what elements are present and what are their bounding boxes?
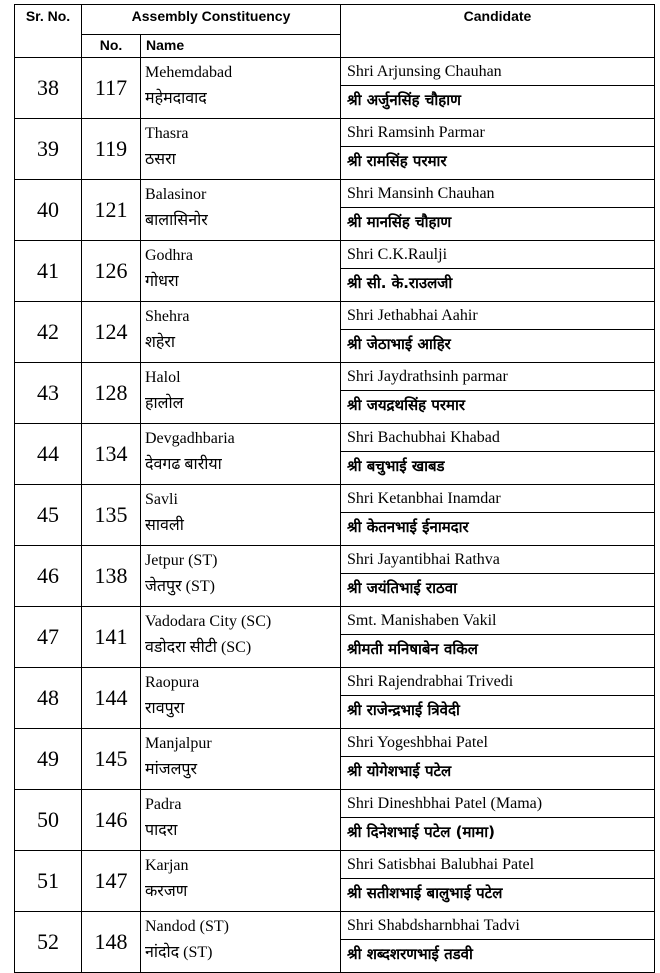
constituency-name-cell [141, 180, 341, 241]
table-row [15, 180, 655, 241]
candidate-cell [341, 302, 655, 363]
constituency-number-cell: 141 [82, 607, 141, 668]
candidate-cell [341, 607, 655, 668]
sr-no-cell: 50 [15, 790, 82, 851]
candidate-cell [341, 546, 655, 607]
candidate-name-hi: श्री सतीशभाई बालुभाई पटेल [347, 884, 503, 902]
candidate-name-en: Shri Jayantibhai Rathva [341, 546, 654, 574]
sr-no-cell: 39 [15, 119, 82, 180]
candidate-name-hi: श्री मानसिंह चौहाण [347, 213, 452, 231]
constituency-name-hi: हालोल [145, 395, 184, 412]
candidate-cell [341, 241, 655, 302]
constituency-name-cell [141, 241, 341, 302]
header-no: No. [82, 35, 141, 58]
header-candidate: Candidate [341, 5, 655, 58]
constituency-name-en: Jetpur (ST) [145, 552, 218, 569]
candidate-table [14, 4, 655, 973]
table-row [15, 851, 655, 912]
candidate-cell [341, 729, 655, 790]
candidate-name-hi: श्री सी. के.राउलजी [347, 274, 453, 292]
candidate-name-hi: श्री रामसिंह परमार [347, 152, 447, 170]
constituency-number-cell: 138 [82, 546, 141, 607]
constituency-name-en: Shehra [145, 308, 190, 325]
sr-no-cell: 43 [15, 363, 82, 424]
table-row [15, 546, 655, 607]
table-row [15, 58, 655, 119]
candidate-name-en: Shri Jaydrathsinh parmar [341, 363, 654, 391]
constituency-name-hi: रावपुरा [145, 700, 185, 717]
constituency-name-hi: जेतपुर (ST) [145, 578, 215, 595]
constituency-name-en: Thasra [145, 125, 189, 142]
candidate-name-hi: श्री केतनभाई ईनामदार [347, 518, 469, 536]
constituency-name-hi: देवगढ बारीया [145, 456, 222, 473]
sr-no-cell: 46 [15, 546, 82, 607]
table-row [15, 729, 655, 790]
table-row [15, 302, 655, 363]
candidate-name-en: Shri Arjunsing Chauhan [341, 58, 654, 86]
candidate-name-hi: श्री जेठाभाई आहिर [347, 335, 451, 353]
candidate-cell [341, 790, 655, 851]
constituency-number-cell: 148 [82, 912, 141, 973]
table-row [15, 668, 655, 729]
candidate-name-hi: श्री जयद्रथसिंह परमार [347, 396, 465, 414]
constituency-name-cell [141, 424, 341, 485]
candidate-name-en: Shri Ketanbhai Inamdar [341, 485, 654, 513]
sr-no-cell: 47 [15, 607, 82, 668]
table-row [15, 912, 655, 973]
constituency-name-en: Devgadhbaria [145, 430, 235, 447]
candidate-name-en: Shri Bachubhai Khabad [341, 424, 654, 452]
candidate-name-en: Shri C.K.Raulji [341, 241, 654, 269]
candidate-name-en: Shri Satisbhai Balubhai Patel [341, 851, 654, 879]
candidate-cell [341, 851, 655, 912]
constituency-name-en: Nandod (ST) [145, 918, 229, 935]
table-row [15, 424, 655, 485]
candidate-name-hi: श्रीमती मनिषाबेन वकिल [347, 640, 478, 658]
constituency-number-cell: 121 [82, 180, 141, 241]
constituency-number-cell: 134 [82, 424, 141, 485]
candidate-cell [341, 424, 655, 485]
candidate-name-hi: श्री बचुभाई खाबड [347, 457, 445, 475]
constituency-name-hi: करजण [145, 883, 188, 900]
constituency-name-cell [141, 485, 341, 546]
candidate-cell [341, 180, 655, 241]
constituency-name-cell [141, 607, 341, 668]
candidate-name-hi: श्री अर्जुनसिंह चौहाण [347, 91, 461, 109]
constituency-name-cell [141, 58, 341, 119]
constituency-name-hi: मांजलपुर [145, 761, 198, 778]
candidate-name-hi: श्री शब्दशरणभाई तडवी [347, 945, 473, 963]
candidate-cell [341, 668, 655, 729]
constituency-name-en: Halol [145, 369, 181, 386]
candidate-name-en: Shri Jethabhai Aahir [341, 302, 654, 330]
table-row [15, 485, 655, 546]
candidate-name-en: Shri Shabdsharnbhai Tadvi [341, 912, 654, 940]
constituency-name-cell [141, 668, 341, 729]
constituency-name-en: Balasinor [145, 186, 207, 203]
constituency-number-cell: 124 [82, 302, 141, 363]
constituency-number-cell: 119 [82, 119, 141, 180]
candidate-name-hi: श्री जयंतिभाई राठवा [347, 579, 457, 597]
header-assembly-constituency: Assembly Constituency [82, 5, 341, 35]
sr-no-cell: 42 [15, 302, 82, 363]
candidate-name-en: Smt. Manishaben Vakil [341, 607, 654, 635]
constituency-name-hi: पादरा [145, 822, 178, 839]
candidate-name-hi: श्री योगेशभाई पटेल [347, 762, 452, 780]
constituency-name-en: Savli [145, 491, 178, 508]
constituency-name-en: Godhra [145, 247, 193, 264]
sr-no-cell: 41 [15, 241, 82, 302]
constituency-name-en: Raopura [145, 674, 200, 691]
constituency-name-cell [141, 546, 341, 607]
table-row [15, 607, 655, 668]
constituency-name-en: Mehemdabad [145, 64, 233, 81]
candidate-name-hi: श्री दिनेशभाई पटेल (मामा) [347, 823, 496, 841]
constituency-name-hi: महेमदावाद [145, 90, 207, 107]
constituency-name-cell [141, 363, 341, 424]
candidate-cell [341, 119, 655, 180]
sr-no-cell: 49 [15, 729, 82, 790]
table-row [15, 241, 655, 302]
candidate-cell [341, 912, 655, 973]
header-sr-no: Sr. No. [15, 5, 82, 58]
constituency-number-cell: 145 [82, 729, 141, 790]
constituency-number-cell: 147 [82, 851, 141, 912]
candidate-cell [341, 58, 655, 119]
constituency-name-hi: नांदोद (ST) [145, 944, 213, 961]
candidate-name-en: Shri Dineshbhai Patel (Mama) [341, 790, 654, 818]
constituency-name-en: Padra [145, 796, 182, 813]
candidate-name-en: Shri Rajendrabhai Trivedi [341, 668, 654, 696]
sr-no-cell: 38 [15, 58, 82, 119]
candidate-cell [341, 363, 655, 424]
sr-no-cell: 44 [15, 424, 82, 485]
table-row [15, 363, 655, 424]
sr-no-cell: 45 [15, 485, 82, 546]
constituency-number-cell: 117 [82, 58, 141, 119]
candidate-cell [341, 485, 655, 546]
constituency-name-hi: ठसरा [145, 151, 176, 168]
sr-no-cell: 40 [15, 180, 82, 241]
constituency-name-hi: बालासिनोर [145, 212, 208, 229]
constituency-name-cell [141, 851, 341, 912]
table-row [15, 790, 655, 851]
constituency-name-hi: शहेरा [145, 334, 176, 351]
constituency-name-en: Vadodara City (SC) [145, 613, 272, 630]
constituency-name-cell [141, 119, 341, 180]
header-name: Name [141, 35, 341, 58]
sr-no-cell: 51 [15, 851, 82, 912]
constituency-name-cell [141, 729, 341, 790]
constituency-number-cell: 128 [82, 363, 141, 424]
constituency-name-cell [141, 302, 341, 363]
table-body [15, 58, 655, 973]
constituency-name-en: Manjalpur [145, 735, 212, 752]
candidate-name-en: Shri Mansinh Chauhan [341, 180, 654, 208]
sr-no-cell: 52 [15, 912, 82, 973]
candidate-name-hi: श्री राजेन्द्रभाई त्रिवेदी [347, 701, 460, 719]
constituency-name-cell [141, 912, 341, 973]
candidate-name-en: Shri Ramsinh Parmar [341, 119, 654, 147]
constituency-name-cell [141, 790, 341, 851]
candidate-name-en: Shri Yogeshbhai Patel [341, 729, 654, 757]
constituency-number-cell: 126 [82, 241, 141, 302]
constituency-name-en: Karjan [145, 857, 189, 874]
constituency-name-hi: वडोदरा सीटी (SC) [145, 639, 252, 656]
constituency-number-cell: 135 [82, 485, 141, 546]
constituency-number-cell: 144 [82, 668, 141, 729]
constituency-name-hi: गोधरा [145, 273, 179, 290]
table-row [15, 119, 655, 180]
sr-no-cell: 48 [15, 668, 82, 729]
constituency-number-cell: 146 [82, 790, 141, 851]
constituency-name-hi: सावली [145, 517, 184, 534]
